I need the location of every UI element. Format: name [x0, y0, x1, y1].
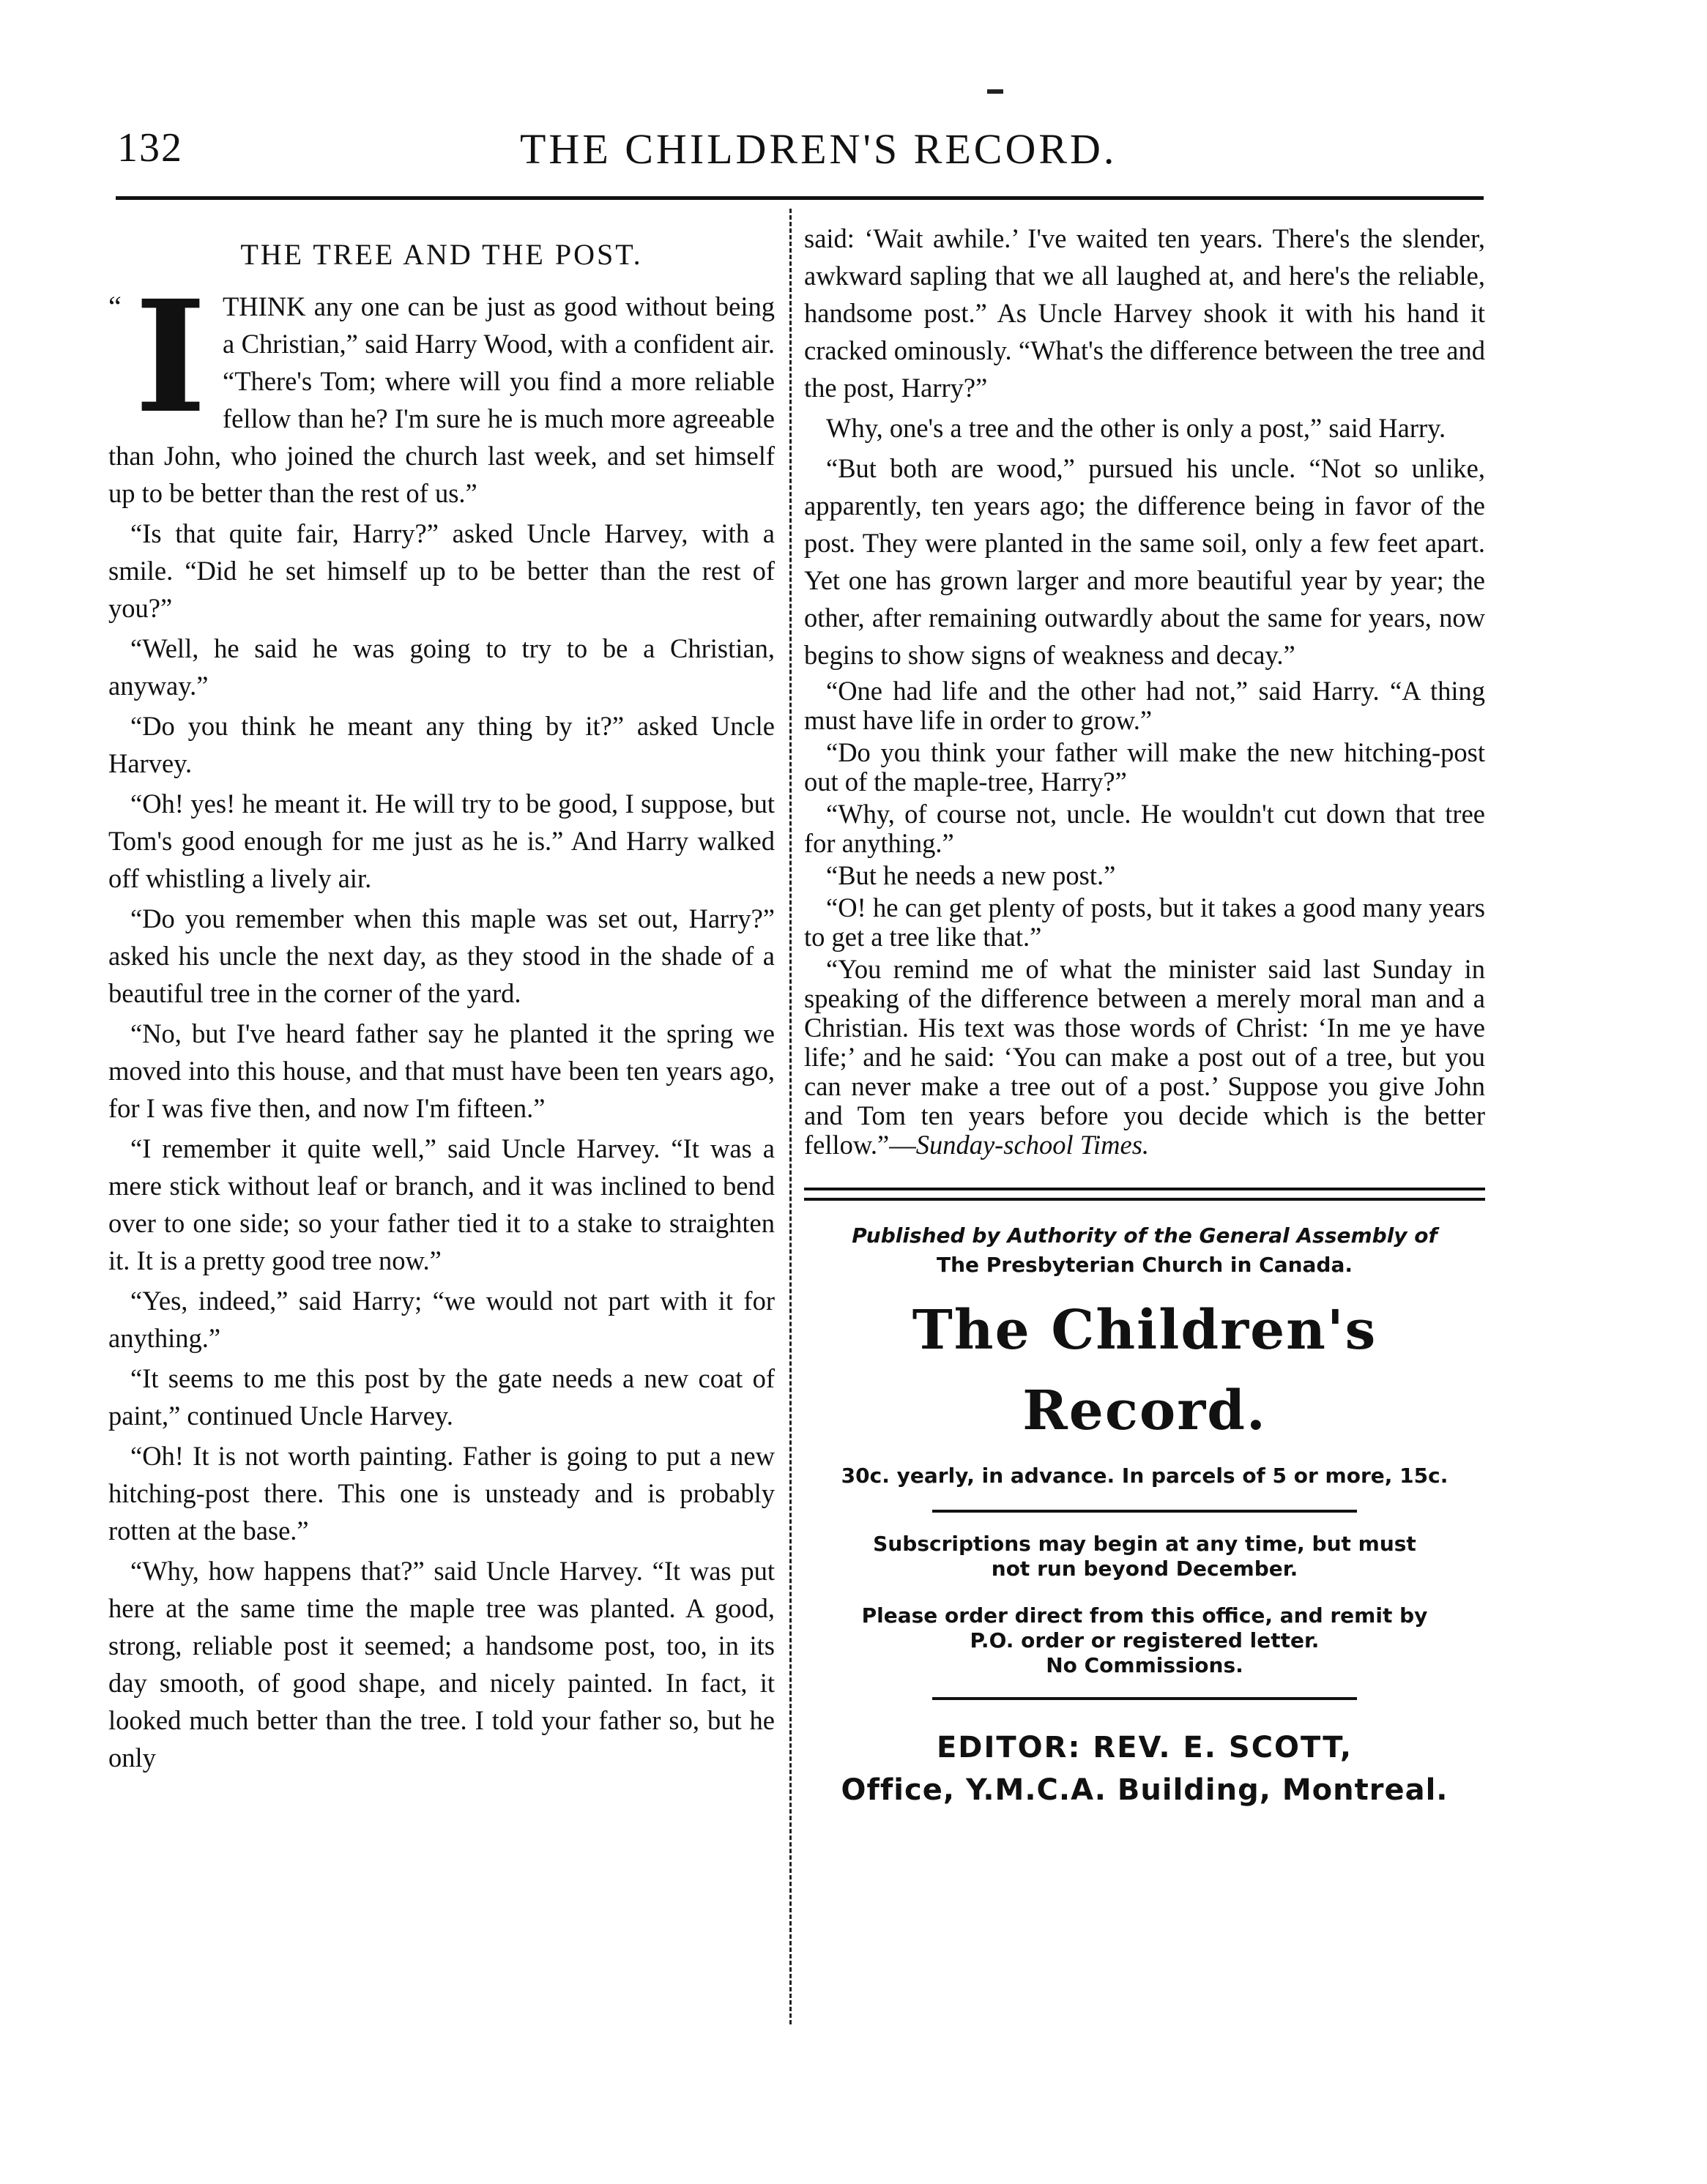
- publication-notice: [804, 1221, 1485, 1811]
- article-paragraph: “One had life and the other had not,” said Harry. “A thing must have life in order to grow.”: [804, 676, 1485, 735]
- page-header: [110, 117, 1487, 183]
- section-double-rule: [804, 1188, 1485, 1201]
- column-rule: [789, 209, 792, 2024]
- article-paragraph: “Why, of course not, uncle. He wouldn't cut down that tree for anything.”: [804, 799, 1485, 858]
- article-paragraph: [108, 267, 775, 512]
- paragraph-text: THINK any one can be just as good without being a Christian,” said Harry Wood, with a confident air. “There's Tom; where will you find a more reliable fellow than he? I'm sure he is much more agreeable than John, who joined the church last week, and set himself up to be better than the rest of us.”: [108, 291, 775, 508]
- article-paragraph: [804, 955, 1485, 1160]
- print-speck: [987, 89, 1003, 94]
- office-address: Office, Y.M.C.A. Building, Montreal.: [841, 1773, 1448, 1807]
- article-paragraph: “Oh! yes! he meant it. He will try to be good, I suppose, but Tom's good enough for me just as he is.” And Harry walked off whistling a lively air.: [108, 789, 775, 893]
- article-paragraph: “Is that quite fair, Harry?” asked Uncle Harvey, with a smile. “Did he set himself up to be better than the rest of you?”: [108, 518, 775, 623]
- article-paragraph: “But he needs a new post.”: [826, 860, 1116, 890]
- article-paragraph: “Do you remember when this maple was set out, Harry?” asked his uncle the next day, as they stood in the shade of a beautiful tree in the corner of the yard.: [108, 903, 775, 1008]
- order-instructions: [804, 1603, 1485, 1678]
- article-paragraph: “Oh! It is not worth painting. Father is going to put a new hitching-post there. This one is unsteady and is probably rotten at the base.”: [108, 1441, 775, 1546]
- article-paragraph: “Do you think your father will make the new hitching-post out of the maple-tree, Harry?”: [804, 737, 1485, 797]
- notice-line: Please order direct from this office, and remit by: [861, 1603, 1428, 1628]
- notice-line: not run beyond December.: [991, 1557, 1298, 1581]
- header-rule: [116, 196, 1484, 200]
- article-source: Sunday-school Times.: [915, 1130, 1150, 1160]
- article-paragraph: “Yes, indeed,” said Harry; “we would not part with it for anything.”: [108, 1286, 775, 1353]
- opening-quote: “: [108, 290, 122, 323]
- drop-cap: I: [134, 267, 207, 447]
- editor-line: EDITOR: REV. E. SCOTT,: [936, 1731, 1353, 1764]
- subscription-terms: [804, 1532, 1485, 1581]
- article-paragraph: “Well, he said he was going to try to be a Christian, anyway.”: [108, 633, 775, 701]
- notice-line: No Commissions.: [1046, 1653, 1243, 1677]
- notice-line: P.O. order or registered letter.: [970, 1628, 1320, 1652]
- article-paragraph: “But both are wood,” pursued his uncle. “Not so unlike, apparently, ten years ago; the difference being in favor of the post. They were planted in the same soil, only a few feet apart. Yet one has grown larger and more beautiful year by year; the other, after remaining outwardly about the same for years, now begins to show signs of weakness and decay.”: [804, 453, 1485, 670]
- right-column: [804, 220, 1485, 1811]
- article-paragraph: “No, but I've heard father say he planted it the spring we moved into this house, and that must have been ten years ago, for I was five then, and now I'm fifteen.”: [108, 1018, 775, 1123]
- page-number: 132: [117, 125, 183, 171]
- article-paragraph: “I remember it quite well,” said Uncle Harvey. “It was a mere stick without leaf or branch, and it was inclined to bend over to one side; so your father tied it to a stake to straighten it. It is a pretty good tree now.”: [108, 1133, 775, 1275]
- notice-line: Subscriptions may begin at any time, but must: [873, 1532, 1416, 1556]
- masthead-title: The Children's Record.: [912, 1299, 1377, 1442]
- article-paragraph: said: ‘Wait awhile.’ I've waited ten years. There's the slender, awkward sapling that we all laughed at, and here's the reliable, handsome post.” As Uncle Harvey shook it with his hand it cracked ominously. “What's the difference between the tree and the post, Harry?”: [804, 223, 1485, 403]
- article-title: THE TREE AND THE POST.: [240, 238, 643, 271]
- paragraph-text: “You remind me of what the minister said last Sunday in speaking of the difference between a merely moral man and a Christian. His text was those words of Christ: ‘In me ye have life;’ and he said: ‘You can make a post out of a tree, but you can never make a tree out of a post.’ Suppose you give John and Tom ten years before you decide which is the better fellow.”—: [804, 954, 1485, 1160]
- notice-rule: [932, 1697, 1357, 1700]
- article-paragraph: “Do you think he meant any thing by it?” asked Uncle Harvey.: [108, 711, 775, 778]
- published-by: [804, 1221, 1485, 1280]
- article-paragraph: “Why, how happens that?” said Uncle Harvey. “It was put here at the same time the maple tree was planted. A good, strong, reliable post it seemed; a handsome post, too, in its day smooth, of good shape, and nicely painted. In fact, it looked much better than the tree. I told your father so, but he only: [108, 1556, 775, 1773]
- subscription-price: 30c. yearly, in advance. In parcels of 5 or more, 15c.: [841, 1464, 1448, 1488]
- published-line: Published by Authority of the General Assembly of: [852, 1223, 1438, 1248]
- article-paragraph: Why, one's a tree and the other is only a post,” said Harry.: [826, 413, 1446, 443]
- article-paragraph: “O! he can get plenty of posts, but it takes a good many years to get a tree like that.”: [804, 892, 1485, 952]
- running-title: THE CHILDREN'S RECORD.: [520, 125, 1117, 173]
- article-paragraph: “It seems to me this post by the gate needs a new coat of paint,” continued Uncle Harvey.: [108, 1363, 775, 1431]
- left-column: [108, 227, 775, 1779]
- notice-rule: [932, 1510, 1357, 1513]
- published-line: The Presbyterian Church in Canada.: [936, 1253, 1353, 1277]
